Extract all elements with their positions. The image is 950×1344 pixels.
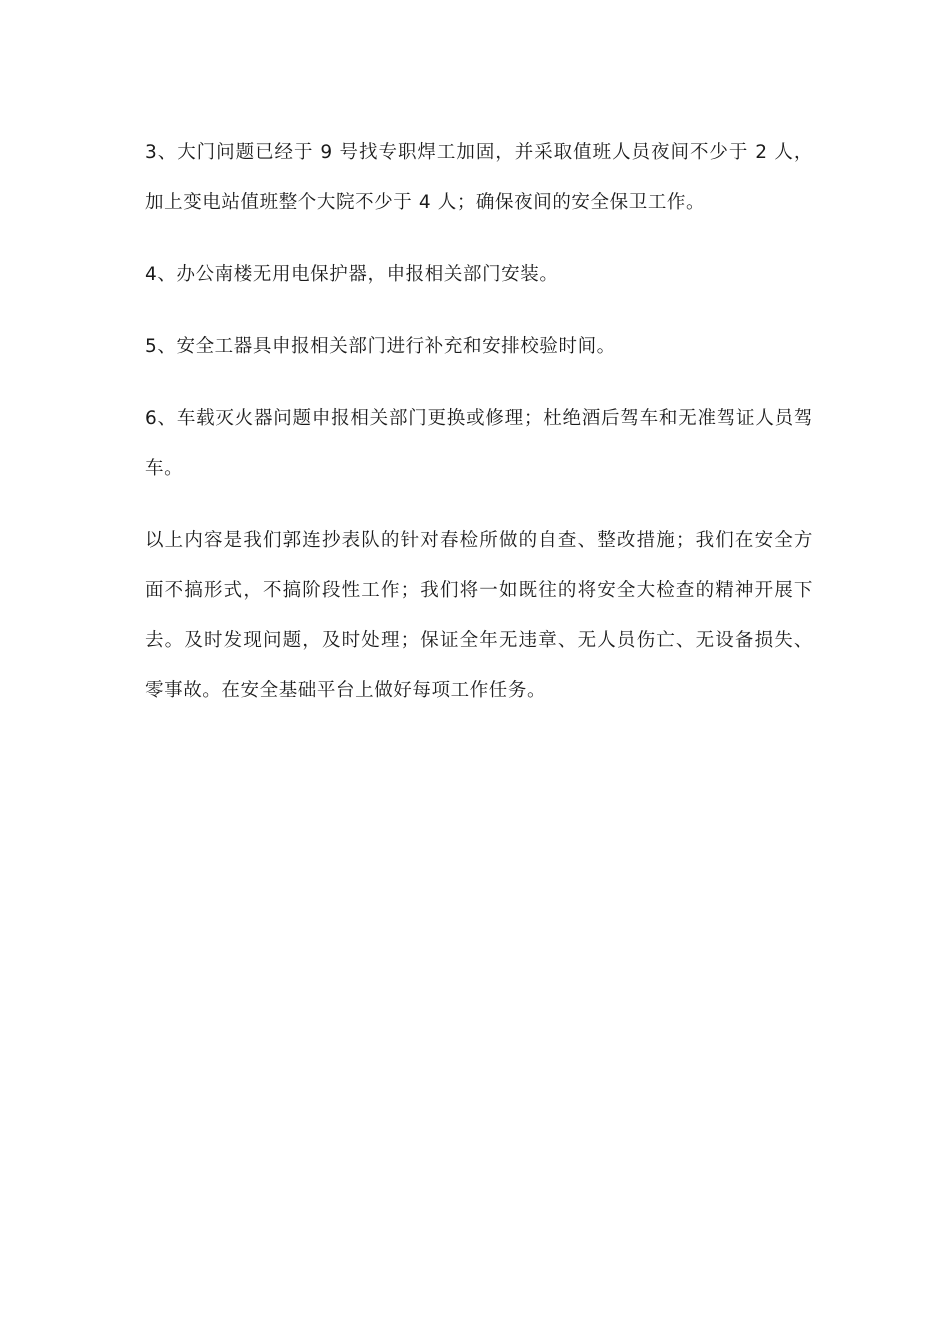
paragraph-summary: 以上内容是我们郭连抄表队的针对春检所做的自查、整改措施；我们在安全方面不搞形式，不搞阶段性工作；我们将一如既往的将安全大检查的精神开展下去。及时发现问题，及时处理；保证全年无违章、无人员伤亡、无设备损失、零事故。在安全基础平台上做好每项工作任务。 [145,530,813,701]
paragraph-item-5: 5、安全工器具申报相关部门进行补充和安排校验时间。 [145,336,616,357]
document-body [145,128,813,738]
paragraph-item-3: 3、大门问题已经于 9 号找专职焊工加固，并采取值班人员夜间不少于 2 人，加上变电站值班整个大院不少于 4 人；确保夜间的安全保卫工作。 [145,142,813,213]
paragraph-item-4: 4、办公南楼无用电保护器，申报相关部门安装。 [145,264,559,285]
paragraph-item-6: 6、车载灭火器问题申报相关部门更换或修理；杜绝酒后驾车和无准驾证人员驾车。 [145,408,813,479]
